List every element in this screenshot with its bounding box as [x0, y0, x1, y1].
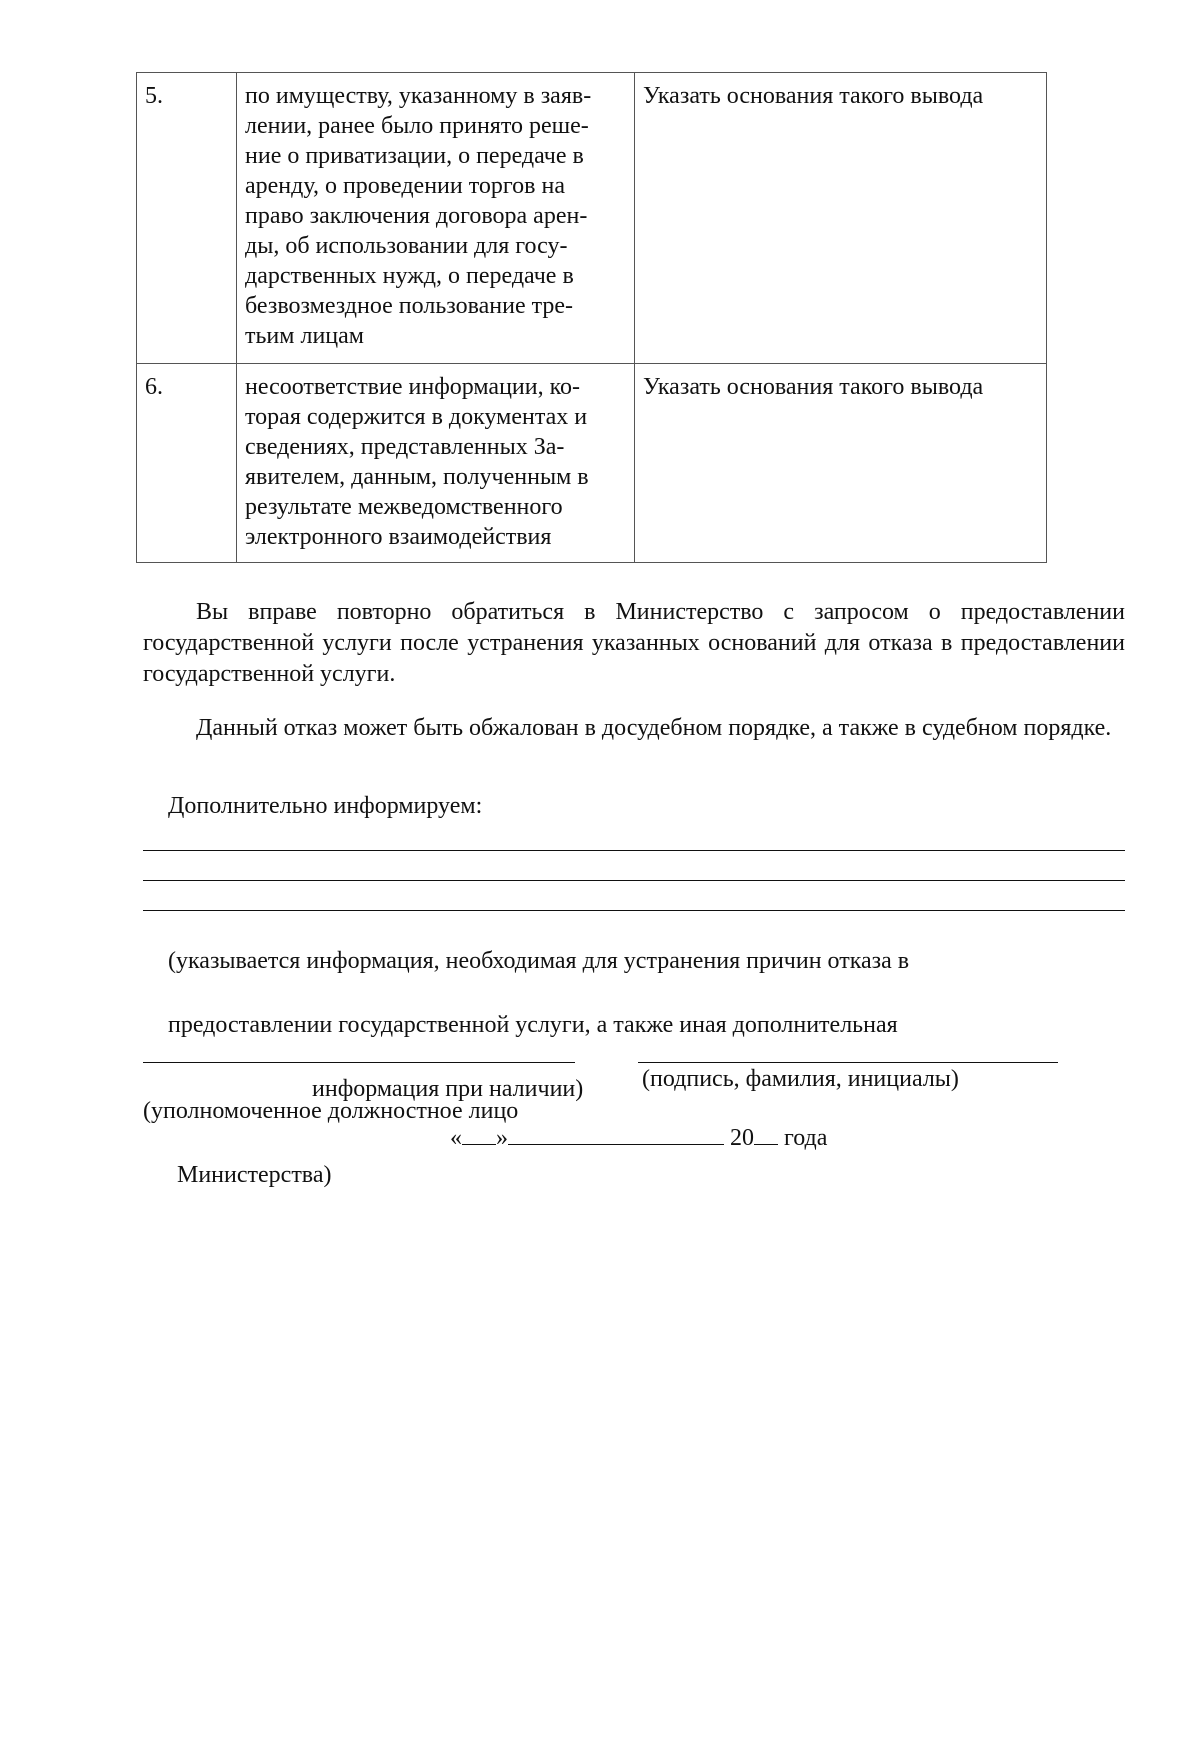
- year-blank: [754, 1124, 778, 1145]
- note-line: (указывается информация, необходимая для устранения причин отказа в: [168, 948, 910, 974]
- day-blank: [462, 1124, 496, 1145]
- appeal-paragraph: Данный отказ может быть обжалован в досудебном порядке, а также в судебном порядке.: [196, 715, 1112, 741]
- reason-explanation: Указать основания такого вывода: [635, 364, 1047, 563]
- month-blank: [508, 1124, 724, 1145]
- date-close-quote: »: [496, 1125, 508, 1151]
- reapply-paragraph: Вы вправе повторно обратиться в Министерство с запросом о предоставлении государственной услуги после устранения указанных оснований для отказа в предоставлении государственной услуги.: [143, 599, 1125, 687]
- refusal-reason: несоответствие информации, ко- торая содержится в документах и сведениях, представленных За- явителем, данным, полученным в результате межведомственного электронного взаимодействия: [237, 364, 635, 563]
- fill-in-line: [143, 850, 1125, 851]
- additional-info-label: Дополнительно информируем:: [168, 793, 483, 819]
- date-open-quote: «: [450, 1125, 462, 1151]
- official-caption-line: (уполномоченное должностное лицо: [143, 1098, 519, 1124]
- table-row: [137, 364, 1047, 563]
- fill-in-line: [143, 880, 1125, 881]
- refusal-reasons-table: [136, 72, 1047, 563]
- fill-in-line: [143, 910, 1125, 911]
- official-caption-line: Министерства): [177, 1162, 332, 1188]
- year-suffix: года: [784, 1125, 828, 1151]
- year-prefix: 20: [730, 1125, 754, 1151]
- table-row: [137, 73, 1047, 364]
- note-line: информация при наличии): [312, 1076, 584, 1102]
- refusal-reason: по имуществу, указанному в заяв- лении, ранее было принято реше- ние о приватизации, о передаче в аренду, о проведении торгов на право заключения договора арен- ды, об использовании для госу- дарственных нужд, о передаче в безвозмездное пользование тре- тьим лицам: [237, 73, 635, 364]
- reason-explanation: Указать основания такого вывода: [635, 73, 1047, 364]
- date-line: [450, 1124, 827, 1152]
- note-line: предоставлении государственной услуги, а также иная дополнительная: [168, 1012, 898, 1038]
- signature-caption: (подпись, фамилия, инициалы): [642, 1066, 959, 1092]
- row-number: 6.: [137, 364, 237, 563]
- row-number: 5.: [137, 73, 237, 364]
